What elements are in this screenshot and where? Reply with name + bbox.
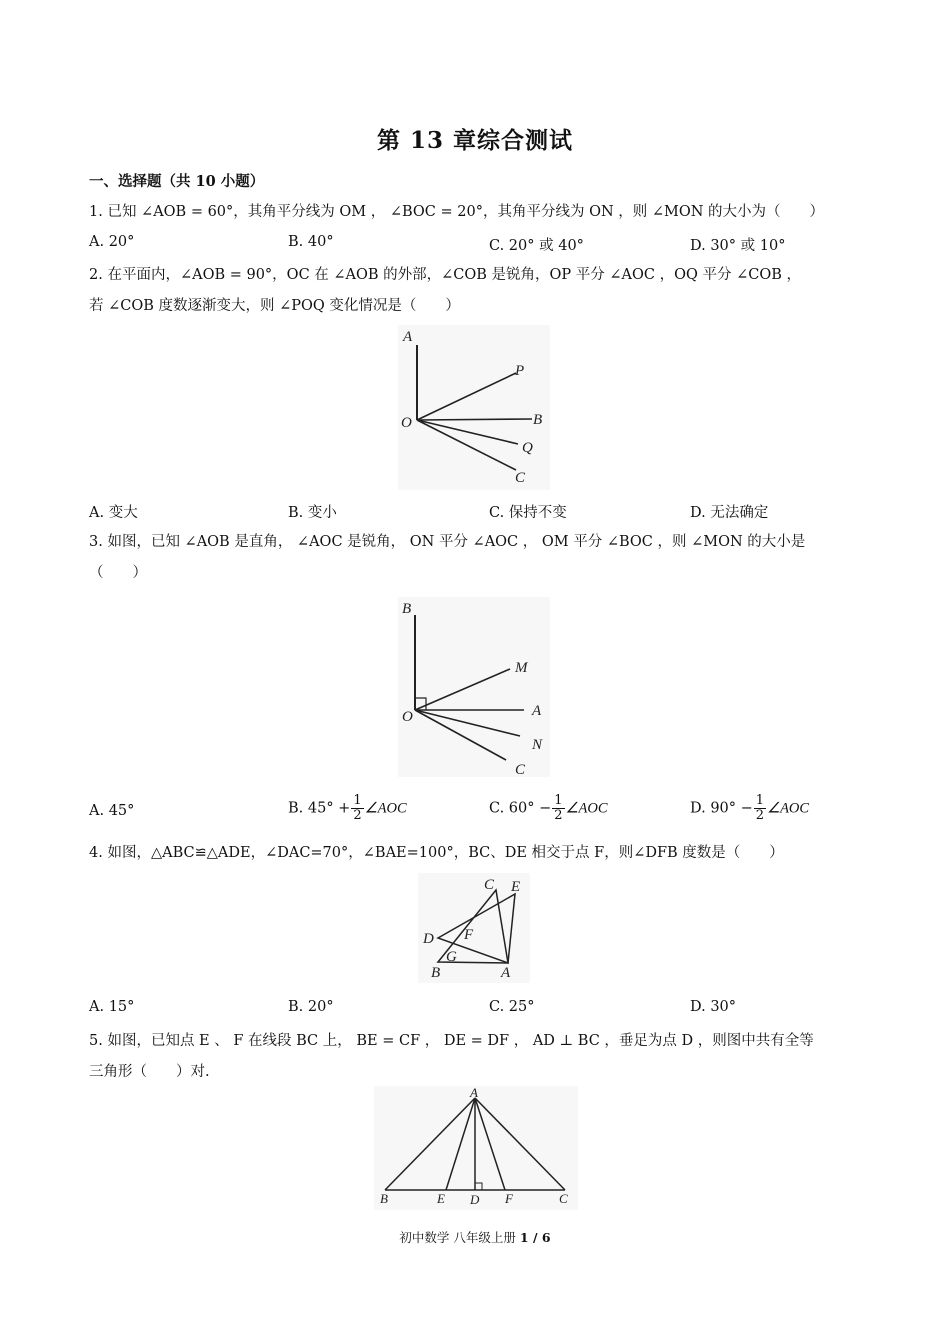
label-f: F bbox=[464, 927, 474, 943]
fraction-numerator: 1 bbox=[554, 793, 563, 808]
label-n: N bbox=[532, 737, 543, 753]
q3-option-d-suffix: ∠AOC bbox=[767, 800, 810, 817]
q3-option-a: A. 45° bbox=[89, 803, 135, 819]
label-a: A bbox=[501, 965, 511, 981]
q4-option-b: B. 20° bbox=[288, 999, 334, 1015]
q1-option-a: A. 20° bbox=[89, 234, 135, 250]
question-5-stem-line2: 三角形（ ）对. bbox=[89, 1064, 210, 1080]
q5-figure bbox=[374, 1086, 578, 1210]
q1-option-c: C. 20° 或 40° bbox=[489, 238, 584, 254]
q2-option-c: C. 保持不变 bbox=[489, 505, 567, 521]
q3-option-b-fraction bbox=[351, 794, 363, 823]
q3-figure bbox=[398, 597, 550, 777]
question-2-stem-line1: 2. 在平面内，∠AOB = 90°，OC 在 ∠AOB 的外部，∠COB 是锐角，OP 平分 ∠AOC ，OQ 平分 ∠COB ， bbox=[89, 267, 802, 283]
question-3-stem-line2: （ ） bbox=[89, 565, 147, 581]
fraction-denominator: 2 bbox=[554, 808, 563, 823]
q1-option-b: B. 40° bbox=[288, 234, 334, 250]
label-b: B bbox=[380, 1191, 388, 1206]
label-d: D bbox=[470, 1192, 480, 1207]
fraction-denominator: 2 bbox=[755, 808, 765, 823]
ray-ob bbox=[417, 419, 532, 420]
fraction-denominator: 2 bbox=[353, 808, 362, 823]
q1-option-d: D. 30° 或 10° bbox=[690, 238, 786, 254]
fraction-numerator: 1 bbox=[755, 793, 765, 808]
label-b: B bbox=[533, 412, 543, 428]
label-c: C bbox=[484, 877, 495, 893]
question-4-stem: 4. 如图，△ABC≌△ADE，∠DAC=70°，∠BAE=100°，BC、DE 相交于点 F，则∠DFB 度数是（ ） bbox=[89, 845, 784, 861]
q3-figure-background bbox=[398, 597, 550, 777]
label-c: C bbox=[559, 1191, 568, 1206]
label-m: M bbox=[515, 660, 528, 676]
q4-option-d: D. 30° bbox=[690, 999, 737, 1015]
q4-figure bbox=[418, 873, 530, 983]
label-a: A bbox=[470, 1086, 478, 1100]
q2-figure bbox=[398, 325, 550, 490]
q3-option-c-prefix: C. 60° − bbox=[489, 800, 552, 817]
q3-option-d-fraction bbox=[754, 794, 766, 823]
q4-option-a: A. 15° bbox=[89, 999, 135, 1015]
question-1-stem: 1. 已知 ∠AOB = 60°，其角平分线为 OM ， ∠BOC = 20°，其角平分线为 ON ，则 ∠MON 的大小为（ ） bbox=[89, 204, 825, 220]
q3-option-b-prefix: B. 45° + bbox=[288, 800, 351, 817]
label-g: G bbox=[446, 949, 457, 965]
page-title: 第 13 章综合测试 bbox=[376, 127, 574, 154]
question-2-stem-line2: 若 ∠COB 度数逐渐变大，则 ∠POQ 变化情况是（ ） bbox=[89, 298, 460, 314]
q3-option-d-prefix: D. 90° − bbox=[690, 800, 753, 817]
q2-figure-background bbox=[398, 325, 550, 490]
question-3-stem-line1: 3. 如图，已知 ∠AOB 是直角， ∠AOC 是锐角， ON 平分 ∠AOC ， OM 平分 ∠BOC ，则 ∠MON 的大小是 bbox=[89, 534, 806, 550]
label-d: D bbox=[423, 931, 434, 947]
q2-option-b: B. 变小 bbox=[288, 505, 337, 521]
q2-option-d: D. 无法确定 bbox=[690, 505, 769, 521]
label-e: E bbox=[437, 1191, 445, 1206]
label-q: Q bbox=[522, 440, 533, 456]
footer-page-number: 1 / 6 bbox=[519, 1230, 551, 1245]
label-b: B bbox=[402, 601, 412, 617]
q3-option-d bbox=[690, 794, 809, 823]
q2-option-a: A. 变大 bbox=[89, 505, 138, 521]
q4-option-c: C. 25° bbox=[489, 999, 535, 1015]
label-f: F bbox=[505, 1191, 513, 1206]
label-p: P bbox=[515, 363, 525, 379]
label-c: C bbox=[515, 762, 526, 777]
question-5-stem-line1: 5. 如图，已知点 E 、 F 在线段 BC 上， BE = CF ， DE = DF ， AD ⊥ BC ，垂足为点 D ，则图中共有全等 bbox=[89, 1033, 814, 1049]
label-c: C bbox=[515, 470, 526, 486]
label-a: A bbox=[532, 703, 542, 719]
q3-option-c-suffix: ∠AOC bbox=[565, 800, 608, 817]
q3-option-c bbox=[489, 794, 608, 823]
q3-option-b-suffix: ∠AOC bbox=[364, 800, 407, 817]
q3-option-b bbox=[288, 794, 407, 823]
footer-course: 初中数学 八年级上册 bbox=[399, 1230, 516, 1245]
page-footer bbox=[0, 1228, 950, 1246]
q3-option-c-fraction bbox=[552, 794, 564, 823]
label-a: A bbox=[403, 329, 413, 345]
fraction-numerator: 1 bbox=[353, 793, 362, 808]
label-e: E bbox=[511, 879, 521, 895]
label-o: O bbox=[402, 709, 413, 725]
label-o: O bbox=[401, 415, 412, 431]
section-heading: 一、选择题（共 10 小题） bbox=[89, 173, 265, 190]
label-b: B bbox=[431, 965, 441, 981]
